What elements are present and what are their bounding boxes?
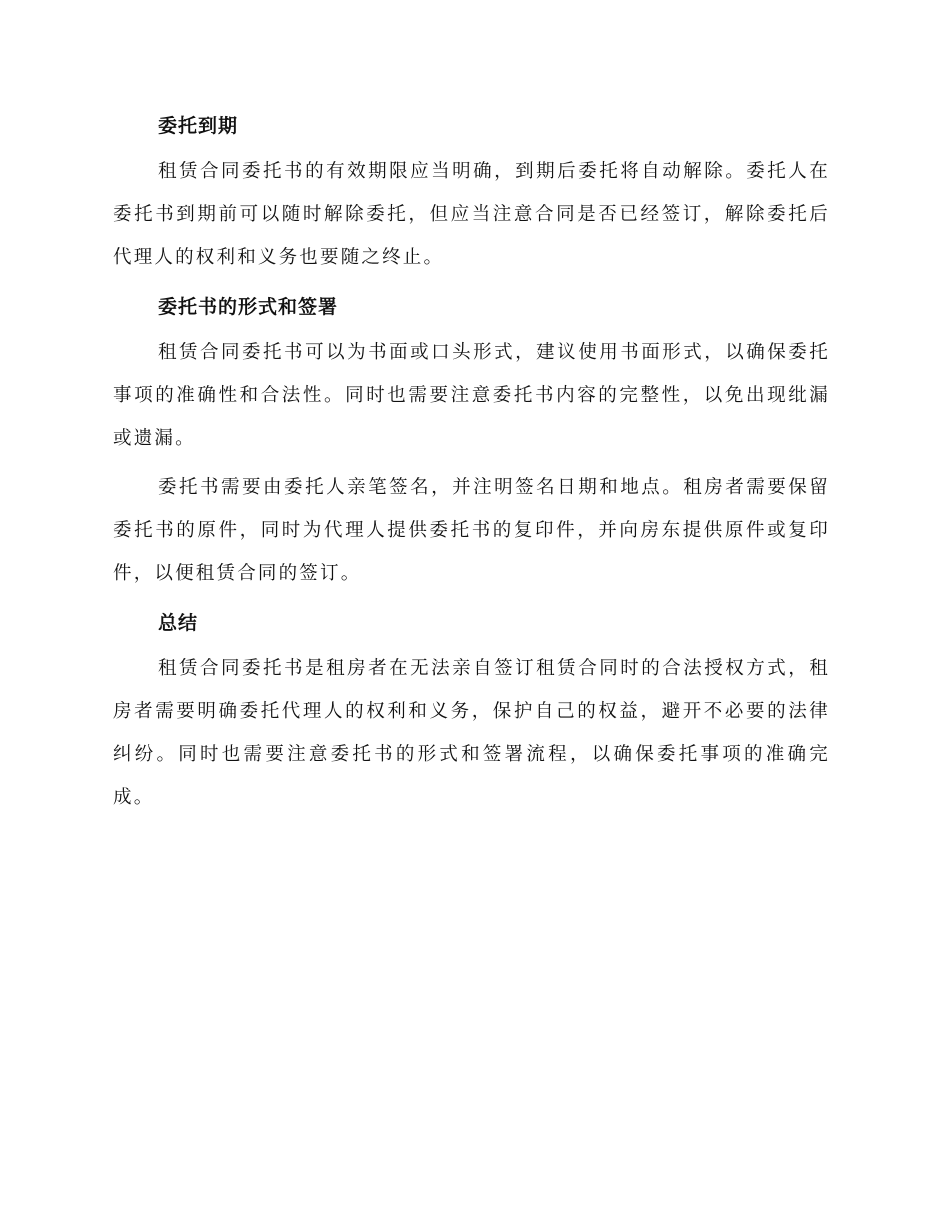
- section-heading-expiry: 委托到期: [158, 115, 239, 137]
- document-body: [113, 104, 830, 825]
- section-heading-summary: 总结: [158, 612, 199, 634]
- paragraph-expiry: 租赁合同委托书的有效期限应当明确，到期后委托将自动解除。委托人在委托书到期前可以随时解除委托，但应当注意合同是否已经签订，解除委托后代理人的权利和义务也要随之终止。: [113, 161, 830, 268]
- section-heading-form-and-signing: 委托书的形式和签署: [158, 296, 339, 318]
- paragraph-signing: 委托书需要由委托人亲笔签名，并注明签名日期和地点。租房者需要保留委托书的原件，同时为代理人提供委托书的复印件，并向房东提供原件或复印件，以便租赁合同的签订。: [113, 477, 830, 584]
- paragraph-form: 租赁合同委托书可以为书面或口头形式，建议使用书面形式，以确保委托事项的准确性和合法性。同时也需要注意委托书内容的完整性，以免出现纰漏或遗漏。: [113, 342, 830, 449]
- paragraph-summary: 租赁合同委托书是租房者在无法亲自签订租赁合同时的合法授权方式，租房者需要明确委托代理人的权利和义务，保护自己的权益，避开不必要的法律纠纷。同时也需要注意委托书的形式和签署流程，以确保委托事项的准确完成。: [113, 658, 830, 808]
